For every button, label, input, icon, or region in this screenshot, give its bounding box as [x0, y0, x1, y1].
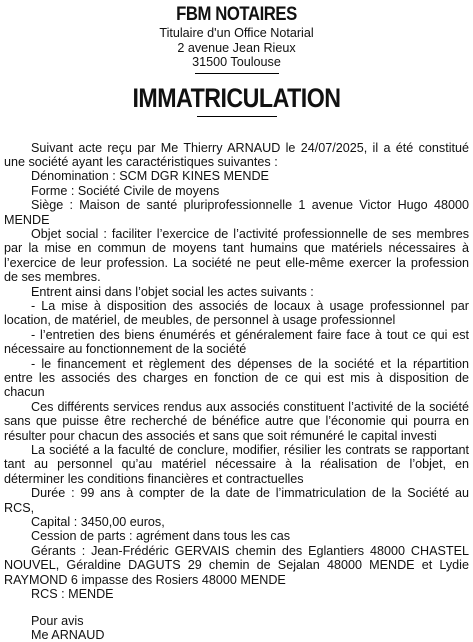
office-title-line: Titulaire d'un Office Notarial — [4, 26, 469, 41]
paragraph-cession: Cession de parts : agrément dans tous les cas — [4, 529, 469, 543]
paragraph-siege: Siège : Maison de santé pluriprofessionnelle 1 avenue Victor Hugo 48000 MENDE — [4, 198, 469, 227]
paragraph-intro: Suivant acte reçu par Me Thierry ARNAUD le 24/07/2025, il a été constitué une société ayant les caractéristiques suivantes : — [4, 141, 469, 170]
paragraph-acte-3: - le financement et règlement des dépenses de la société et la répartition entre les associés des charges en fonction de ce qui est mis à disposition de chacun — [4, 357, 469, 400]
paragraph-gerants: Gérants : Jean-Frédéric GERVAIS chemin des Eglantiers 48000 CHASTEL NOUVEL, Géraldine DAGUTS 29 chemin de Sejalan 48000 MENDE et Lydie RAYMOND 6 impasse des Rosiers 48000 MENDE — [4, 544, 469, 587]
paragraph-objet-social: Objet social : faciliter l’exercice de l’activité professionnelle de ses membres par la mise en commun de moyens tant humains que matériels nécessaires à l’exercice de leur profession. La société ne peut elle-même exercer la profession de ses membres. — [4, 227, 469, 285]
paragraph-services: Ces différents services rendus aux associés constituent l’activité de la société sans que puisse être recherché de bénéfice autre que l’économie qui pourra en résulter pour chacun des associés et sans que soit rémunéré le capital investi — [4, 400, 469, 443]
paragraph-acte-2: - l’entretien des biens énumérés et généralement faire face à tout ce qui est nécessaire au fonctionnement de la société — [4, 328, 469, 357]
paragraph-acte-1: - La mise à disposition des associés de locaux à usage professionnel par location, de matériel, de meubles, de personnel à usage professionnel — [4, 299, 469, 328]
paragraph-denomination: Dénomination : SCM DGR KINES MENDE — [4, 169, 469, 183]
office-name: FBM NOTAIRES — [32, 4, 441, 26]
paragraph-rcs: RCS : MENDE — [4, 587, 469, 601]
notice-body — [4, 141, 469, 642]
notice-title: IMMATRICULATION — [37, 84, 437, 112]
office-address-line: 2 avenue Jean Rieux — [4, 41, 469, 56]
legal-notice — [0, 4, 473, 608]
closing-pour-avis: Pour avis — [4, 614, 469, 628]
title-divider — [197, 116, 277, 117]
paragraph-duree: Durée : 99 ans à compter de la date de l’immatriculation de la Société au RCS, — [4, 486, 469, 515]
paragraph-actes-intro: Entrent ainsi dans l’objet social les actes suivants : — [4, 285, 469, 299]
office-city-line: 31500 Toulouse — [4, 55, 469, 70]
paragraph-forme: Forme : Société Civile de moyens — [4, 184, 469, 198]
closing-spacer — [4, 602, 469, 614]
header-divider — [195, 73, 279, 74]
paragraph-capital: Capital : 3450,00 euros, — [4, 515, 469, 529]
paragraph-contrats: La société a la faculté de conclure, modifier, résilier les contrats se rapportant tant au personnel qu’au matériel nécessaire à la réalisation de l’objet, en déterminer les conditions financières et contractuelles — [4, 443, 469, 486]
closing-signatory: Me ARNAUD — [4, 628, 469, 642]
